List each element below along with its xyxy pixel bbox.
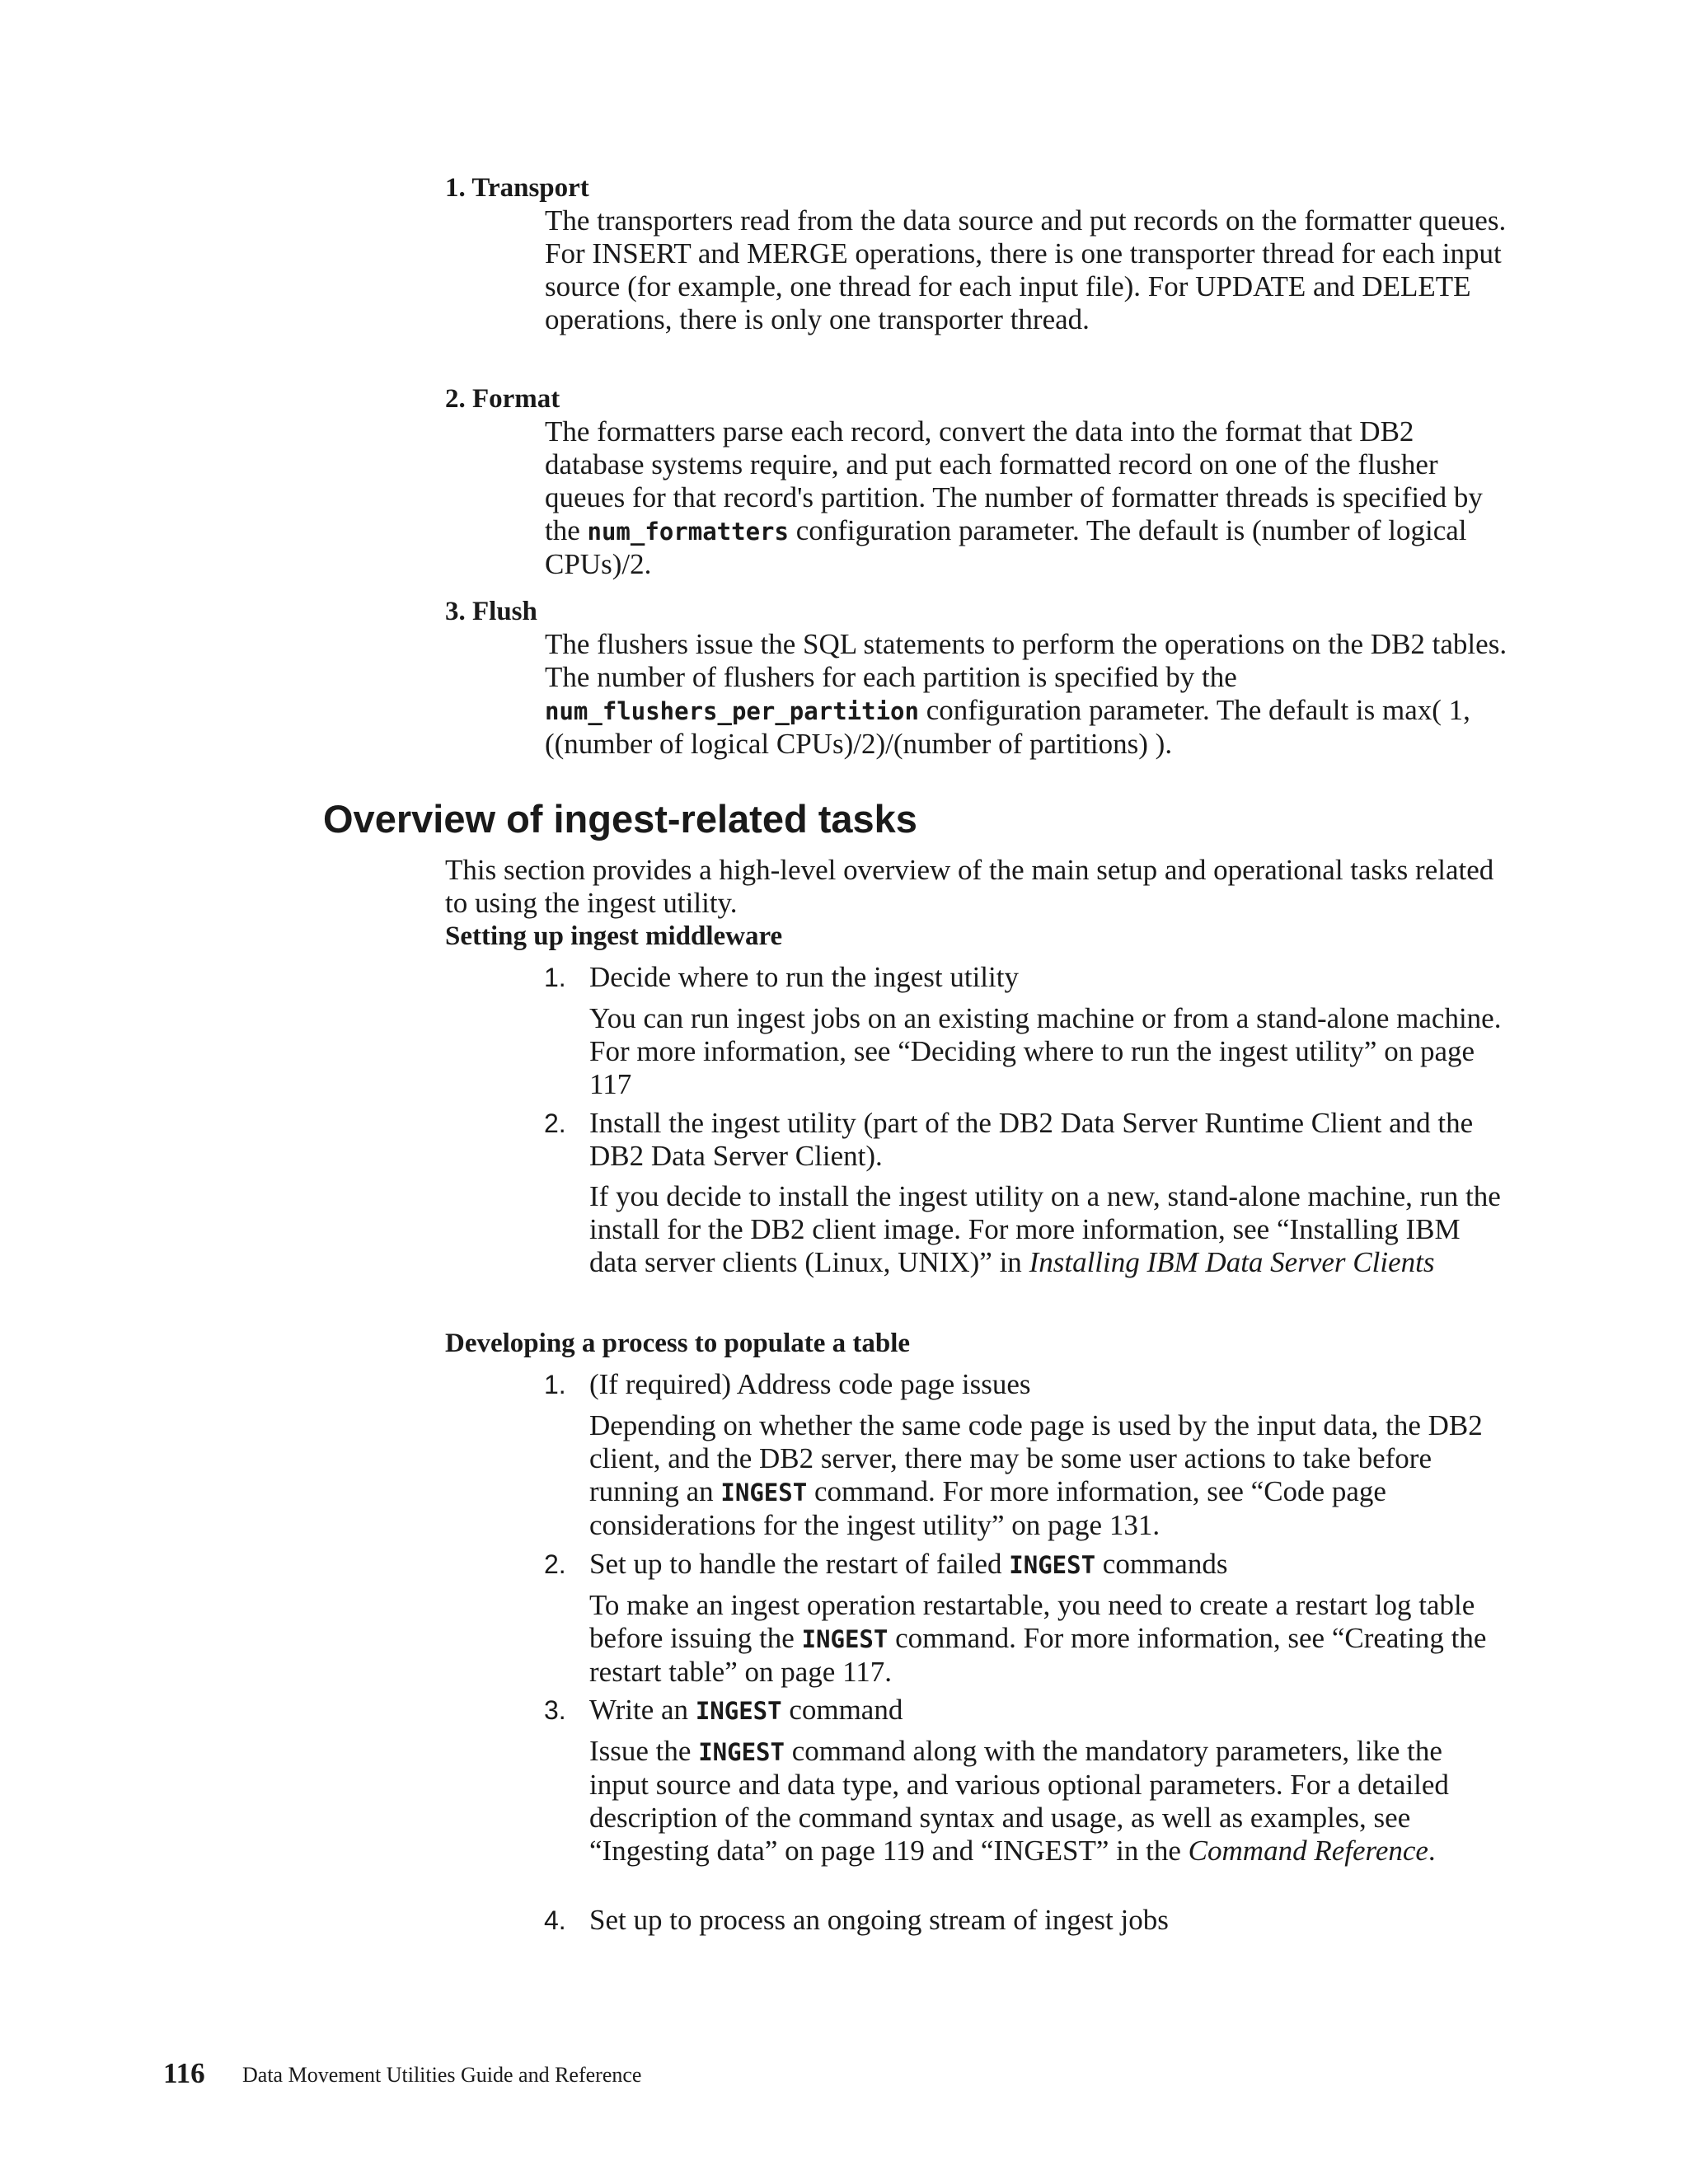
develop-item-2-title-b: commands bbox=[1102, 1548, 1228, 1580]
setup-item-2-title: Install the ingest utility (part of the DB2 Data Server Runtime Client and the DB2 Data Server Client). bbox=[589, 1107, 1474, 1172]
develop-item-3-number: 3. bbox=[544, 1695, 566, 1725]
setup-item-1-number: 1. bbox=[544, 963, 566, 992]
section-heading: Overview of ingest-related tasks bbox=[323, 797, 917, 841]
develop-item-3-body-end: . bbox=[1428, 1835, 1436, 1867]
param-num-formatters: num_formatters bbox=[587, 518, 789, 546]
step-format-text-a: The formatters parse each record, convert the data into the format that DB2 database systems require, and put each formatted record on one of the flusher queues for that record's partition. The number of formatter threads is specified by the bbox=[545, 415, 1483, 546]
develop-item-3-body-pre: Issue the bbox=[589, 1735, 692, 1767]
footer-title: Data Movement Utilities Guide and Reference bbox=[242, 2063, 642, 2087]
setup-item-2-book-title: Installing IBM Data Server Clients bbox=[1029, 1246, 1435, 1278]
ingest-command: INGEST bbox=[720, 1479, 808, 1507]
develop-item-4-title: Set up to process an ongoing stream of ingest jobs bbox=[589, 1904, 1169, 1936]
step-format-term: 2. Format bbox=[445, 384, 560, 414]
command-reference-title: Command Reference bbox=[1188, 1835, 1428, 1867]
section-intro: This section provides a high-level overview of the main setup and operational tasks related to using the ingest utility. bbox=[445, 854, 1494, 919]
develop-item-2-body bbox=[589, 1589, 1504, 1689]
develop-item-3-title-b: command bbox=[789, 1694, 903, 1726]
ingest-command: INGEST bbox=[801, 1625, 889, 1653]
develop-item-2-body-a: To make an ingest operation restartable, you need to create a restart log table before issuing the bbox=[589, 1589, 1475, 1654]
develop-item-1-title: (If required) Address code page issues bbox=[589, 1368, 1031, 1400]
develop-item-3-title-a: Write an bbox=[589, 1694, 689, 1726]
page-number: 116 bbox=[163, 2057, 205, 2089]
setup-heading: Setting up ingest middleware bbox=[445, 921, 783, 951]
develop-item-3-body-a: command along with the mandatory parameters, like the input source and data type, and various optional parameters. For a detailed description of the command syntax and usage, as well as examples, see “Ingesting data” on page 119 and “INGEST” in the bbox=[589, 1735, 1449, 1867]
develop-item-1-body-b: command. For more information, see “Code page considerations for the ingest utility” on page 131. bbox=[589, 1475, 1386, 1541]
develop-item-4-number: 4. bbox=[544, 1905, 566, 1935]
step-flush-text-b: configuration parameter. The default is max( 1, ((number of logical CPUs)/2)/(number of partitions) ). bbox=[545, 694, 1470, 760]
develop-item-1-number: 1. bbox=[544, 1370, 566, 1399]
setup-item-2-body bbox=[589, 1180, 1504, 1279]
develop-item-2-body-b: command. For more information, see “Creating the restart table” on page 117. bbox=[589, 1622, 1487, 1688]
develop-item-2-title bbox=[589, 1548, 1504, 1582]
develop-item-3-title bbox=[589, 1694, 1504, 1727]
develop-item-2-title-a: Set up to handle the restart of failed bbox=[589, 1548, 1002, 1580]
step-transport-term: 1. Transport bbox=[445, 173, 589, 203]
develop-item-2-number: 2. bbox=[544, 1549, 566, 1579]
setup-item-2-body-text: If you decide to install the ingest utility on a new, stand-alone machine, run the install for the DB2 client image. For more information, see “Installing IBM data server clients (Linux, UNIX)” in bbox=[589, 1180, 1501, 1278]
develop-item-1-body bbox=[589, 1409, 1504, 1542]
setup-item-1-title: Decide where to run the ingest utility bbox=[589, 961, 1019, 993]
step-format-text-b: configuration parameter. The default is (number of logical CPUs)/2. bbox=[545, 514, 1467, 580]
step-flush-description bbox=[545, 628, 1509, 761]
step-flush-text-a: The flushers issue the SQL statements to perform the operations on the DB2 tables. The number of flushers for each partition is specified by the bbox=[545, 628, 1507, 693]
develop-item-1-body-a: Depending on whether the same code page is used by the input data, the DB2 client, and the DB2 server, there may be some user actions to take before running an bbox=[589, 1409, 1483, 1507]
setup-item-2-number: 2. bbox=[544, 1108, 566, 1138]
ingest-command: INGEST bbox=[698, 1738, 785, 1766]
step-transport-description: The transporters read from the data source and put records on the formatter queues. For INSERT and MERGE operations, there is one transporter thread for each input source (for example, one thread for each input file). For UPDATE and DELETE operations, there is only one transporter thread. bbox=[545, 204, 1507, 335]
step-format-description bbox=[545, 415, 1509, 581]
param-num-flushers-per-partition: num_flushers_per_partition bbox=[545, 697, 919, 725]
develop-heading: Developing a process to populate a table bbox=[445, 1329, 911, 1358]
ingest-command: INGEST bbox=[1009, 1551, 1096, 1579]
step-flush-term: 3. Flush bbox=[445, 597, 537, 626]
setup-item-1-body: You can run ingest jobs on an existing machine or from a stand-alone machine. For more information, see “Deciding where to run the ingest utility” on page 117 bbox=[589, 1002, 1502, 1100]
ingest-command: INGEST bbox=[695, 1697, 782, 1725]
develop-item-3-body bbox=[589, 1735, 1504, 1868]
